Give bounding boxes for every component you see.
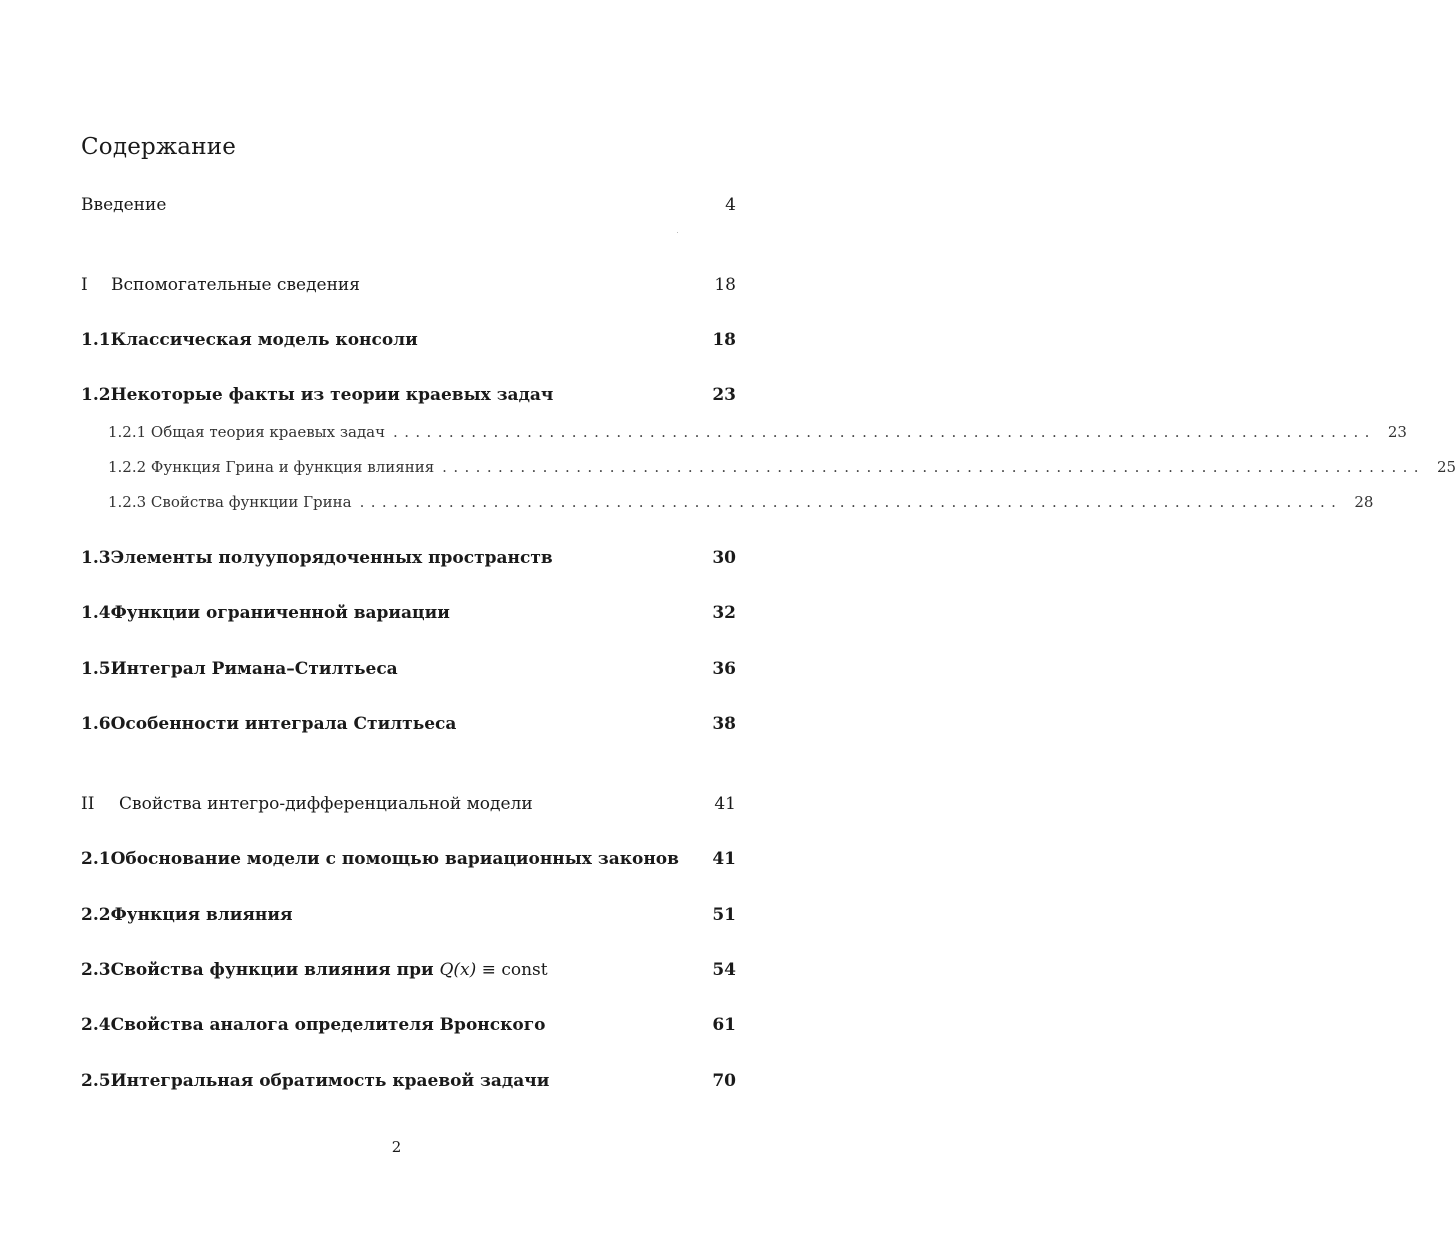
toc-entry-page: 36 (712, 659, 736, 679)
toc-entry-label-suffix: ≡ const (476, 960, 548, 980)
toc-section-1-6[interactable] (81, 714, 736, 734)
toc-entry-label: 1.3Элементы полуупорядоченных пространств (81, 548, 553, 568)
toc-entry-label: 1.2.2 Функция Грина и функция влияния (108, 458, 435, 476)
toc-section-2-1[interactable] (81, 849, 736, 869)
toc-entry-page: 25 (1436, 458, 1456, 476)
toc-section-2-3[interactable] (81, 960, 736, 980)
toc-entry-page: 23 (712, 385, 736, 405)
toc-section-2-4[interactable] (81, 1015, 736, 1035)
toc-subsection-1-2-3[interactable] (108, 493, 1374, 511)
toc-entry-label: 2.2Функция влияния (81, 905, 293, 925)
toc-section-2-5[interactable] (81, 1071, 736, 1091)
toc-title: Содержание (81, 134, 237, 160)
toc-section-2-2[interactable] (81, 905, 736, 925)
toc-part-number: I (81, 275, 88, 295)
page-number: 2 (391, 1138, 402, 1156)
toc-entry-page: 28 (1354, 493, 1374, 511)
toc-part-title: Вспомогательные сведения (111, 275, 360, 295)
leader-dots: ........................................................................................ (442, 458, 1425, 476)
toc-entry-page: 18 (712, 330, 736, 350)
leader-dots: ........................................................................................ (393, 423, 1376, 441)
toc-entry-page: 51 (712, 905, 736, 925)
toc-entry-label: 2.3Свойства функции влияния при (81, 960, 440, 980)
toc-section-1-4[interactable] (81, 603, 736, 623)
leader-dots: ........................................................................................ (359, 493, 1343, 511)
toc-entry-label: 1.2.1 Общая теория краевых задач (108, 423, 386, 441)
toc-entry-page: 61 (712, 1015, 736, 1035)
toc-section-1-5[interactable] (81, 659, 736, 679)
toc-entry-label: 2.4Свойства аналога определителя Вронского (81, 1015, 546, 1035)
toc-section-1-3[interactable] (81, 548, 736, 568)
toc-entry-page: 38 (712, 714, 736, 734)
toc-entry-page: 32 (712, 603, 736, 623)
toc-entry-label: 1.4Функции ограниченной вариации (81, 603, 450, 623)
math-expression: Q(x) (439, 960, 477, 980)
toc-entry-intro[interactable] (81, 195, 736, 215)
toc-entry-page: 18 (714, 275, 736, 295)
toc-entry-label: 2.1Обоснование модели с помощью вариационных законов (81, 849, 679, 869)
toc-entry-label: 2.5Интегральная обратимость краевой задачи (81, 1071, 550, 1091)
toc-entry-page: 23 (1387, 423, 1407, 441)
toc-entry-label: 1.1Классическая модель консоли (81, 330, 418, 350)
toc-section-1-1[interactable] (81, 330, 736, 350)
toc-entry-page: 30 (712, 548, 736, 568)
toc-section-1-2[interactable] (81, 385, 736, 405)
toc-entry-page: 4 (725, 195, 736, 215)
toc-entry-label: 1.5Интеграл Римана–Стилтьеса (81, 659, 398, 679)
toc-entry-page: 41 (712, 849, 736, 869)
toc-subsection-1-2-1[interactable] (108, 423, 1407, 441)
toc-subsection-1-2-2[interactable] (108, 458, 1456, 476)
toc-entry-label: Введение (81, 195, 167, 215)
toc-part-1[interactable] (81, 275, 736, 295)
toc-part-number: II (81, 794, 95, 814)
toc-entry-page: 41 (714, 794, 736, 814)
toc-entry-label: 1.2.3 Свойства функции Грина (108, 493, 352, 511)
toc-entry-page: 54 (712, 960, 736, 980)
toc-entry-label: 1.6Особенности интеграла Стилтьеса (81, 714, 457, 734)
scan-speck (677, 232, 678, 233)
toc-part-2[interactable] (81, 794, 736, 814)
toc-entry-label: 1.2Некоторые факты из теории краевых задач (81, 385, 554, 405)
toc-part-title: Свойства интегро-дифференциальной модели (119, 794, 533, 814)
toc-entry-page: 70 (712, 1071, 736, 1091)
